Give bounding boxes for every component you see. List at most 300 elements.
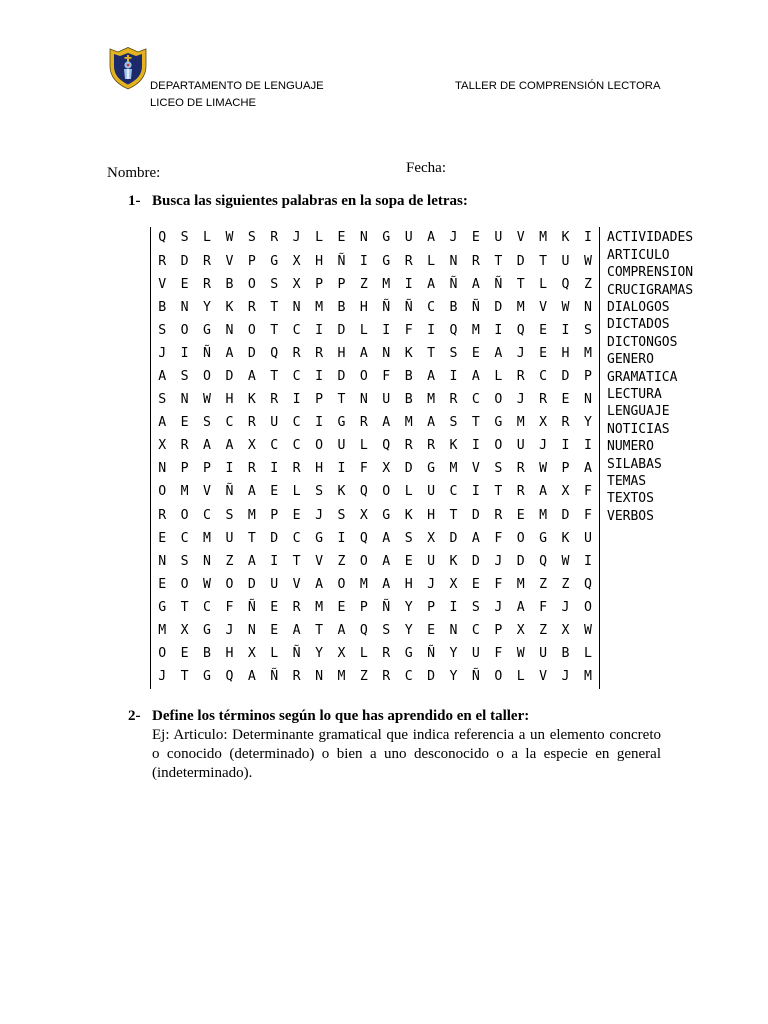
grid-letter: G: [539, 530, 548, 546]
grid-letter: I: [449, 599, 458, 615]
grid-letter: T: [494, 253, 503, 269]
grid-letter: A: [471, 530, 480, 546]
grid-letter: J: [516, 392, 525, 408]
grid-letter: R: [315, 345, 324, 361]
grid-letter: Z: [337, 553, 346, 569]
question-1-number: 1-: [128, 192, 141, 209]
grid-letter: O: [247, 322, 256, 338]
grid-letter: A: [247, 553, 256, 569]
grid-letter: R: [292, 345, 301, 361]
grid-letter: V: [539, 669, 548, 685]
grid-letter: Ñ: [471, 299, 480, 315]
grid-letter: P: [315, 276, 324, 292]
grid-letter: S: [471, 599, 480, 615]
grid-letter: F: [382, 369, 391, 384]
grid-letter: T: [516, 276, 525, 292]
grid-letter: I: [337, 530, 346, 546]
word-list-item: CRUCIGRAMAS: [607, 282, 694, 298]
grid-letter: Ñ: [382, 599, 391, 615]
grid-letter: R: [449, 392, 458, 408]
grid-letter: J: [158, 345, 167, 361]
grid-letter: A: [337, 623, 346, 639]
grid-letter: U: [516, 438, 525, 454]
grid-letter: K: [561, 230, 570, 246]
grid-letter: I: [449, 369, 458, 384]
grid-letter: U: [270, 576, 279, 592]
grid-letter: D: [180, 253, 189, 269]
grid-letter: X: [427, 530, 436, 546]
grid-letter: S: [270, 276, 279, 292]
grid-letter: Q: [359, 623, 368, 639]
grid-letter: H: [561, 345, 570, 361]
grid-letter: C: [471, 623, 480, 639]
grid-letter: R: [292, 669, 301, 685]
grid-letter: W: [225, 230, 234, 246]
grid-letter: Y: [404, 599, 413, 615]
grid-letter: N: [158, 553, 167, 569]
grid-letter: D: [449, 530, 458, 546]
grid-letter: E: [158, 530, 167, 546]
grid-letter: S: [158, 392, 167, 408]
grid-letter: Ñ: [494, 276, 503, 292]
grid-letter: M: [471, 322, 480, 338]
grid-letter: N: [359, 230, 368, 246]
grid-letter: Q: [359, 484, 368, 500]
grid-letter: I: [583, 438, 592, 454]
grid-letter: P: [180, 461, 189, 477]
grid-letter: X: [516, 623, 525, 639]
grid-letter: Y: [583, 415, 592, 431]
grid-letter: R: [292, 461, 301, 477]
grid-letter: F: [404, 322, 413, 338]
grid-letter: Ñ: [225, 484, 234, 500]
grid-letter: N: [203, 553, 211, 569]
grid-letter: Y: [404, 623, 413, 639]
grid-letter: G: [427, 461, 436, 477]
grid-letter: H: [359, 299, 368, 315]
grid-letter: E: [337, 230, 346, 246]
grid-letter: T: [471, 415, 480, 431]
grid-letter: D: [561, 507, 570, 523]
question-2-number: 2-: [128, 707, 141, 724]
grid-letter: A: [382, 553, 391, 569]
grid-letter: O: [494, 438, 503, 454]
grid-letter: E: [471, 576, 480, 592]
grid-letter: R: [539, 392, 548, 408]
grid-letter: X: [247, 438, 256, 454]
word-list-item: NOTICIAS: [607, 421, 670, 437]
grid-letter: V: [315, 553, 324, 569]
grid-letter: E: [539, 345, 548, 361]
grid-letter: S: [315, 484, 324, 500]
grid-letter: S: [225, 507, 234, 523]
grid-letter: T: [180, 669, 189, 685]
grid-letter: U: [471, 646, 480, 662]
grid-letter: Ñ: [427, 646, 436, 662]
grid-letter: L: [359, 646, 368, 662]
grid-letter: H: [315, 253, 324, 269]
grid-letter: X: [247, 646, 256, 662]
grid-letter: R: [516, 369, 525, 384]
grid-letter: W: [203, 576, 211, 592]
grid-letter: J: [449, 230, 458, 246]
grid-letter: L: [494, 369, 503, 384]
grid-letter: I: [494, 322, 503, 338]
grid-letter: O: [180, 507, 189, 523]
grid-letter: L: [359, 322, 368, 338]
grid-letter: J: [494, 599, 503, 615]
grid-letter: A: [315, 576, 324, 592]
word-list-item: LECTURA: [607, 386, 662, 402]
grid-letter: R: [471, 253, 480, 269]
grid-letter: T: [449, 507, 458, 523]
grid-letter: W: [561, 299, 570, 315]
grid-letter: Ñ: [337, 253, 346, 269]
grid-letter: E: [270, 599, 279, 615]
name-label: Nombre:: [107, 164, 161, 181]
grid-letter: G: [382, 507, 391, 523]
grid-letter: I: [359, 253, 368, 269]
grid-letter: Z: [359, 669, 368, 685]
grid-letter: D: [337, 369, 346, 384]
grid-letter: U: [561, 253, 570, 269]
grid-letter: W: [583, 623, 592, 639]
grid-letter: K: [225, 299, 234, 315]
grid-letter: I: [315, 322, 324, 338]
grid-letter: N: [449, 623, 458, 639]
grid-letter: C: [270, 438, 279, 454]
grid-letter: C: [180, 530, 189, 546]
grid-letter: U: [337, 438, 346, 454]
grid-letter: P: [561, 461, 570, 477]
grid-letter: U: [583, 530, 592, 546]
grid-letter: I: [427, 322, 436, 338]
grid-letter: A: [516, 599, 525, 615]
grid-letter: J: [427, 576, 436, 592]
grid-letter: R: [158, 507, 167, 523]
grid-letter: I: [180, 345, 189, 361]
grid-letter: U: [382, 392, 391, 408]
grid-letter: G: [337, 415, 346, 431]
grid-letter: F: [494, 576, 503, 592]
grid-letter: I: [270, 553, 279, 569]
grid-letter: H: [225, 646, 234, 662]
word-list-item: GRAMATICA: [607, 369, 678, 385]
grid-letter: P: [337, 276, 346, 292]
grid-letter: D: [471, 507, 480, 523]
grid-letter: L: [516, 669, 525, 685]
grid-letter: P: [494, 623, 503, 639]
grid-letter: O: [494, 669, 503, 685]
grid-letter: C: [404, 669, 413, 685]
grid-letter: T: [270, 322, 279, 338]
grid-letter: J: [292, 230, 301, 246]
grid-letter: M: [382, 276, 391, 292]
grid-letter: L: [203, 230, 211, 246]
grid-letter: A: [359, 345, 368, 361]
grid-letter: A: [427, 276, 436, 292]
grid-letter: A: [427, 415, 436, 431]
grid-letter: P: [583, 369, 592, 384]
grid-letter: C: [292, 530, 301, 546]
grid-letter: Z: [225, 553, 234, 569]
grid-letter: R: [516, 484, 525, 500]
grid-letter: N: [359, 392, 368, 408]
word-search-grid: [150, 227, 600, 689]
grid-letter: M: [516, 576, 525, 592]
grid-letter: P: [315, 392, 324, 408]
grid-letter: V: [158, 276, 167, 292]
grid-letter: D: [337, 322, 346, 338]
grid-letter: N: [382, 345, 391, 361]
grid-letter: K: [449, 438, 458, 454]
grid-letter: A: [158, 369, 167, 384]
grid-letter: A: [471, 369, 480, 384]
grid-letter: M: [247, 507, 256, 523]
grid-letter: T: [427, 345, 436, 361]
word-list-item: ARTICULO: [607, 247, 670, 263]
grid-letter: V: [539, 299, 548, 315]
grid-letter: R: [270, 392, 279, 408]
grid-letter: D: [516, 253, 525, 269]
grid-letter: D: [270, 530, 279, 546]
grid-letter: Ñ: [203, 345, 211, 361]
grid-letter: Q: [539, 553, 548, 569]
grid-letter: L: [427, 253, 436, 269]
grid-letter: Q: [561, 276, 570, 292]
grid-letter: O: [247, 276, 256, 292]
grid-letter: N: [292, 299, 301, 315]
grid-letter: Q: [516, 322, 525, 338]
question-2-body: [152, 707, 661, 783]
grid-letter: I: [315, 415, 324, 431]
grid-letter: A: [382, 415, 391, 431]
grid-letter: A: [292, 623, 301, 639]
grid-letter: M: [158, 623, 167, 639]
grid-letter: T: [337, 392, 346, 408]
grid-letter: C: [427, 299, 436, 315]
grid-letter: L: [404, 484, 413, 500]
grid-letter: I: [270, 461, 279, 477]
grid-letter: X: [382, 461, 391, 477]
grid-letter: S: [180, 369, 189, 384]
grid-letter: L: [539, 276, 548, 292]
grid-letter: E: [471, 345, 480, 361]
grid-letter: X: [292, 253, 301, 269]
grid-letter: R: [270, 230, 279, 246]
grid-letter: E: [539, 322, 548, 338]
grid-letter: S: [158, 322, 167, 338]
grid-letter: M: [337, 669, 346, 685]
grid-letter: R: [427, 438, 436, 454]
grid-letter: N: [449, 253, 458, 269]
grid-letter: S: [180, 553, 189, 569]
grid-letter: U: [427, 553, 436, 569]
grid-letter: M: [516, 415, 525, 431]
grid-letter: E: [404, 553, 413, 569]
grid-letter: Z: [583, 276, 592, 292]
grid-letter: T: [315, 623, 324, 639]
grid-letter: C: [292, 322, 301, 338]
grid-letter: I: [315, 369, 324, 384]
grid-letter: W: [539, 461, 548, 477]
grid-letter: B: [158, 299, 167, 315]
grid-letter: U: [494, 230, 503, 246]
word-list-item: LENGUAJE: [607, 404, 670, 420]
grid-letter: I: [561, 438, 570, 454]
grid-letter: E: [270, 484, 279, 500]
grid-letter: O: [158, 646, 167, 662]
grid-letter: V: [225, 253, 234, 269]
grid-letter: V: [203, 484, 211, 500]
word-list-item: DICTADOS: [607, 317, 670, 333]
grid-letter: A: [203, 438, 211, 454]
question-2-example: Ej: Articulo: Determinante gramatical que indica referencia a un elemento concreto o conocido (determinado) o bien a uno desconocido o a la especie en general (indeterminado).: [152, 726, 661, 781]
grid-letter: A: [471, 276, 480, 292]
grid-letter: E: [516, 507, 525, 523]
grid-letter: S: [337, 507, 346, 523]
grid-letter: V: [292, 576, 301, 592]
grid-letter: R: [561, 415, 570, 431]
grid-letter: O: [516, 530, 525, 546]
grid-letter: G: [203, 322, 211, 338]
grid-letter: K: [449, 553, 458, 569]
grid-letter: S: [404, 530, 413, 546]
word-list-item: NUMERO: [607, 439, 654, 455]
school-crest-icon: [107, 46, 149, 90]
grid-letter: C: [292, 369, 301, 384]
grid-letter: M: [404, 415, 413, 431]
grid-letter: E: [180, 646, 189, 662]
grid-letter: O: [180, 576, 189, 592]
grid-letter: A: [382, 530, 391, 546]
grid-letter: U: [270, 415, 279, 431]
grid-letter: I: [583, 230, 592, 246]
grid-letter: S: [382, 623, 391, 639]
grid-letter: J: [516, 345, 525, 361]
word-list-item: DICTONGOS: [607, 334, 678, 350]
grid-letter: N: [225, 322, 234, 338]
grid-letter: A: [427, 369, 436, 384]
grid-letter: B: [337, 299, 346, 315]
grid-letter: O: [494, 392, 503, 408]
grid-letter: M: [359, 576, 368, 592]
grid-letter: J: [158, 669, 167, 685]
grid-letter: Ñ: [270, 669, 279, 685]
grid-letter: K: [404, 507, 413, 523]
grid-letter: B: [404, 392, 413, 408]
grid-letter: G: [315, 530, 324, 546]
grid-letter: I: [471, 438, 480, 454]
grid-letter: R: [247, 461, 256, 477]
grid-letter: Ñ: [247, 599, 256, 615]
grid-letter: A: [382, 576, 391, 592]
grid-letter: M: [539, 230, 548, 246]
grid-letter: E: [561, 392, 570, 408]
grid-letter: M: [180, 484, 189, 500]
grid-letter: N: [583, 299, 592, 315]
grid-letter: T: [494, 484, 503, 500]
grid-letter: Y: [449, 669, 458, 685]
grid-letter: Q: [225, 669, 234, 685]
word-list: [607, 229, 693, 525]
grid-letter: O: [382, 484, 391, 500]
date-label: Fecha:: [406, 159, 446, 176]
grid-letter: M: [315, 299, 324, 315]
grid-letter: X: [561, 623, 570, 639]
grid-letter: X: [292, 276, 301, 292]
grid-letter: I: [382, 322, 391, 338]
grid-letter: A: [539, 484, 548, 500]
grid-letter: C: [449, 484, 458, 500]
grid-letter: H: [404, 576, 413, 592]
grid-letter: T: [539, 253, 548, 269]
grid-letter: Q: [382, 438, 391, 454]
grid-letter: O: [583, 599, 592, 615]
grid-letter: P: [203, 461, 211, 477]
grid-letter: M: [539, 507, 548, 523]
grid-letter: Q: [583, 576, 592, 592]
grid-letter: A: [247, 484, 256, 500]
grid-letter: S: [247, 230, 256, 246]
grid-letter: N: [583, 392, 592, 408]
grid-letter: Q: [359, 530, 368, 546]
grid-letter: J: [225, 623, 234, 639]
grid-letter: T: [180, 599, 189, 615]
grid-letter: N: [180, 299, 189, 315]
grid-letter: X: [180, 623, 189, 639]
grid-letter: X: [449, 576, 458, 592]
grid-letter: K: [247, 392, 256, 408]
grid-letter: R: [203, 276, 211, 292]
grid-letter: X: [539, 415, 548, 431]
grid-letter: T: [247, 530, 256, 546]
grid-letter: C: [203, 599, 211, 615]
grid-letter: M: [315, 599, 324, 615]
grid-letter: G: [494, 415, 503, 431]
grid-letter: T: [270, 369, 279, 384]
grid-letter: R: [247, 299, 256, 315]
grid-letter: Q: [449, 322, 458, 338]
grid-letter: R: [516, 461, 525, 477]
grid-letter: M: [427, 392, 436, 408]
grid-letter: I: [404, 276, 413, 292]
workshop-title: TALLER DE COMPRENSIÓN LECTORA: [455, 80, 661, 92]
grid-letter: J: [561, 599, 570, 615]
grid-letter: W: [516, 646, 525, 662]
grid-letter: Ñ: [404, 299, 413, 315]
grid-letter: I: [337, 461, 346, 477]
grid-letter: W: [583, 253, 592, 269]
grid-letter: D: [471, 553, 480, 569]
grid-letter: R: [382, 669, 391, 685]
grid-letter: T: [270, 299, 279, 315]
grid-letter: Ñ: [449, 276, 458, 292]
grid-letter: J: [539, 438, 548, 454]
grid-letter: F: [494, 646, 503, 662]
grid-letter: O: [180, 322, 189, 338]
grid-letter: X: [337, 646, 346, 662]
grid-letter: F: [494, 530, 503, 546]
grid-letter: D: [225, 369, 234, 384]
grid-letter: H: [225, 392, 234, 408]
grid-letter: O: [359, 553, 368, 569]
word-list-item: ACTIVIDADES: [607, 230, 694, 246]
grid-letter: A: [247, 369, 256, 384]
grid-letter: I: [471, 484, 480, 500]
grid-letter: I: [561, 322, 570, 338]
school-name: LICEO DE LIMACHE: [150, 97, 257, 109]
